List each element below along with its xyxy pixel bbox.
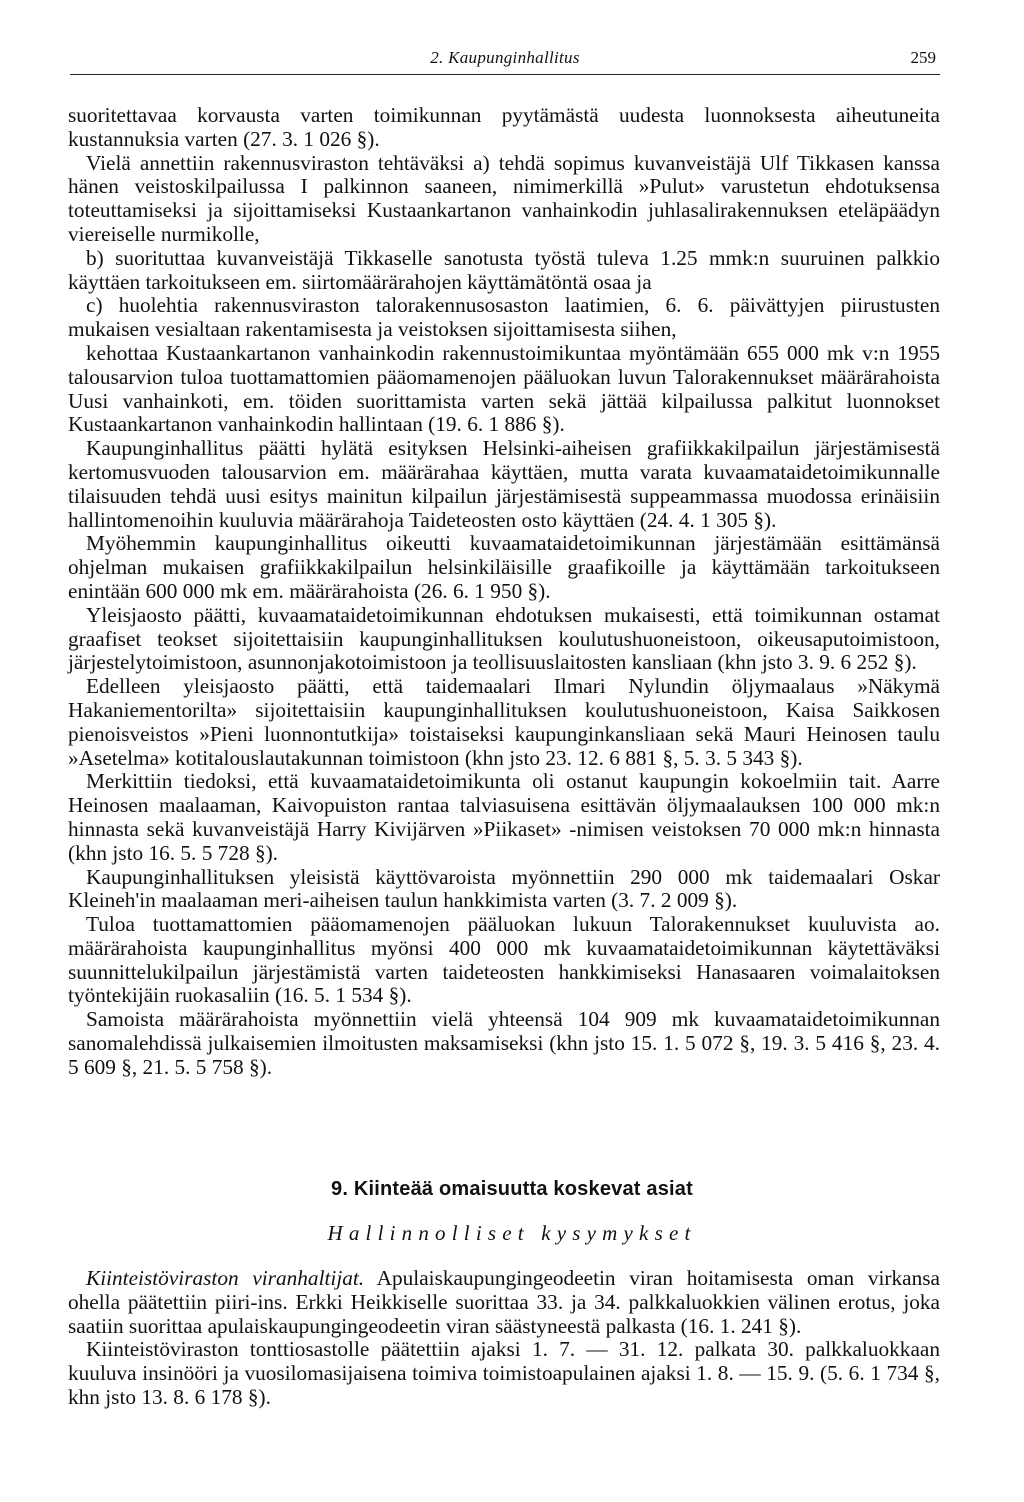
paragraph: b) suorituttaa kuvanveistäjä Tikkaselle sanotusta työstä tuleva 1.25 mmk:n suuruinen palkkio käyttäen tarkoitukseen em. siirtomäärärahojen käyttämätöntä osaa ja bbox=[68, 245, 940, 294]
paragraph: Edelleen yleisjaosto päätti, että taidemaalari Ilmari Nylundin öljymaalaus »Näkymä Hakaniementorilta» sijoitettaisiin kaupunginhallituksen koulutushuoneistoon, Kaisa Saikkosen pienoisveistos »Pieni luonnontutkija» toistaiseksi kaupunginkansliaan sekä Mauri Heinosen taulu »Asetelma» kotitalouslautakunnan toimistoon (khn jsto 23. 12. 6 881 §, 5. 3. 5 343 §). bbox=[68, 674, 940, 770]
paragraph: Kaupunginhallitus päätti hylätä esityksen Helsinki-aiheisen grafiikkakilpailun järjestämisestä kertomusvuoden talousarvion em. määrärahaa käyttäen, mutta varata kuvaamataidetoimikunnalle tilaisuuden tehdä uusi esitys mainitun kilpailun järjestämisestä suppeammassa muodossa erinäisiin hallintomenoihin kuuluvia määrärahoja Taideteosten osto käyttäen (24. 4. 1 305 §). bbox=[68, 436, 940, 532]
paragraph bbox=[68, 1338, 940, 1409]
paragraph: Vielä annettiin rakennusviraston tehtäväksi a) tehdä sopimus kuvanveistäjä Ulf Tikkasen kanssa hänen veistoskilpailussa I palkinnon saaneen, nimimerkillä »Pulut» varustetun ehdotuksensa toteuttamiseksi ja sijoittamiseksi Kustaankartanon vanhainkodin juhlasalirakennuksen eteläpäädyn viereiselle nurmikolle, bbox=[68, 150, 940, 246]
running-title: 2. Kaupunginhallitus bbox=[430, 48, 580, 67]
page-number: 259 bbox=[910, 48, 936, 67]
section-body-text bbox=[68, 1267, 940, 1410]
paragraph: kehottaa Kustaankartanon vanhainkodin rakennustoimikuntaa myöntämään 655 000 mk v:n 1955 talousarvion tuloa tuottamattomien pääomamenojen pääluokan luvun Talorakennukset määrärahoista Uusi vanhainkoti, em. töiden suorittamista varten sekä jättää kilpailussa palkitut luonnokset Kustaankartanon vanhainkodin hallintaan (19. 6. 1 886 §). bbox=[68, 340, 940, 437]
section-subheading: Hallinnolliset kysymykset bbox=[327, 1221, 697, 1245]
paragraph: Tuloa tuottamattomien pääomamenojen pääluokan lukuun Talorakennukset kuuluvista ao. määrärahoista kaupunginhallitus myönsi 400 000 mk kuvaamataidetoimikunnan käytettäväksi suunnittelukilpailun järjestämistä varten taideteosten hankkimiseksi Hanasaaren voimalaitoksen työntekijäin ruokasaliin (16. 5. 1 534 §). bbox=[68, 912, 940, 1008]
paragraph: Samoista määrärahoista myönnettiin vielä yhteensä 104 909 mk kuvaamataidetoimikunnan sanomalehdissä julkaisemien ilmoitusten maksamiseksi (khn jsto 15. 1. 5 072 §, 19. 3. 5 416 §, 23. 4. 5 609 §, 21. 5. 5 758 §). bbox=[68, 1007, 940, 1079]
paragraph: Kaupunginhallituksen yleisistä käyttövaroista myönnettiin 290 000 mk taidemaalari Oskar Kleineh'in maalaaman meri-aiheisen taulun hankkimista varten (3. 7. 2 009 §). bbox=[68, 864, 940, 913]
paragraph: c) huolehtia rakennusviraston talorakennusosaston laatimien, 6. 6. päivättyjen piirustusten mukaisen vesialtaan rakentamisesta ja veistoksen sijoittamisesta siihen, bbox=[68, 293, 940, 342]
paragraph-lead: Kiinteistöviraston viranhaltijat. bbox=[86, 1266, 365, 1290]
paragraph bbox=[68, 1267, 940, 1338]
paragraph: Merkittiin tiedoksi, että kuvaamataidetoimikunta oli ostanut kaupungin kokoelmiin tait. Aarre Heinosen maalaaman, Kaivopuiston rantaa talviasuisena esittävän öljymaalauksen 100 000 mk:n hinnasta sekä kuvanveistäjä Harry Kivijärven »Piikaset» -nimisen veistoksen 70 000 mk:n hinnasta (khn jsto 16. 5. 5 728 §). bbox=[68, 769, 940, 865]
paragraph: suoritettavaa korvausta varten toimikunnan pyytämästä uudesta luonnoksesta aiheutuneita kustannuksia varten (27. 3. 1 026 §). bbox=[68, 103, 940, 151]
paragraph: Myöhemmin kaupunginhallitus oikeutti kuvaamataidetoimikunnan järjestämään esittämänsä ohjelman mukaisen grafiikkakilpailun helsinkiläisille graafikoille ja käyttämään tarkoitukseen enintään 600 000 mk em. määrärahoista (26. 6. 1 950 §). bbox=[68, 531, 940, 603]
paragraph-text: Apulaiskaupungingeodeetin viran hoitamisesta oman virkansa ohella päätettiin piiri-ins. Erkki Heikkiselle suorittaa 33. ja 34. palkkaluokkien välinen erotus, joka saatiin suorittaa apulaiskaupungingeodeetin viran säästyneestä palkasta (16. 1. 241 §). bbox=[68, 1266, 940, 1338]
running-header bbox=[70, 46, 940, 75]
paragraph: Yleisjaosto päätti, kuvaamataidetoimikunnan ehdotuksen mukaisesti, että toimikunnan ostamat graafiset teokset sijoitettaisiin kaupunginhallituksen koulutushuoneistoon, oikeusaputoimistoon, järjestelytoimistoon, asunnonjakotoimistoon ja teollisuuslaitosten kansliaan (khn jsto 3. 9. 6 252 §). bbox=[68, 602, 940, 675]
body-text bbox=[68, 104, 940, 1080]
paragraph-text: Kiinteistöviraston tonttiosastolle päätettiin ajaksi 1. 7. — 31. 12. palkata 30. palkkaluokkaan kuuluva insinööri ja vuosilomasijaisena toimiva toimistoapulainen ajaksi 1. 8. — 15. 9. (5. 6. 1 734 §, khn jsto 13. 8. 6 178 §). bbox=[68, 1337, 940, 1409]
section-heading: 9. Kiinteää omaisuutta koskevat asiat bbox=[331, 1178, 693, 1200]
